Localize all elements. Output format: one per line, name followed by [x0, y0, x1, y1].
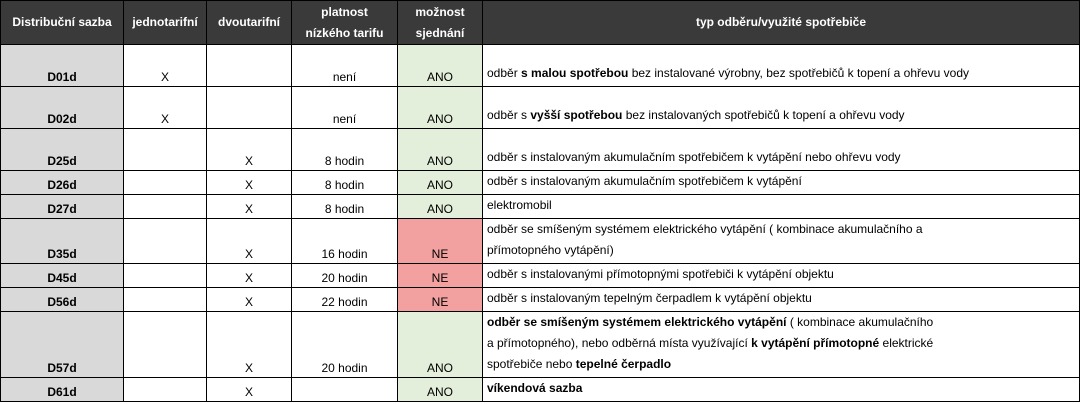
description-segment: odběr: [487, 66, 522, 80]
description-segment: bez instalovaných spotřebičů k topení a ohřevu vody: [622, 108, 905, 122]
table-row: [1, 87, 1080, 129]
header-option-text: možnost sjednání: [415, 4, 465, 40]
tariff-code: D27d: [1, 195, 124, 219]
single-tariff-mark: [124, 312, 207, 378]
low-tariff-hours: 16 hodin: [292, 219, 398, 264]
description-bold-segment: odběr se smíšeným systémem elektrického vytápění: [487, 315, 787, 329]
single-tariff-mark: [124, 195, 207, 219]
usage-description: [483, 378, 1080, 402]
option-status: ANO: [398, 312, 483, 378]
option-status: ANO: [398, 195, 483, 219]
table-row: [1, 378, 1080, 402]
dual-tariff-mark: X: [207, 195, 292, 219]
low-tariff-hours: 20 hodin: [292, 264, 398, 288]
dual-tariff-mark: X: [207, 171, 292, 195]
option-status: ANO: [398, 378, 483, 402]
dual-tariff-mark: X: [207, 312, 292, 378]
dual-tariff-mark: X: [207, 264, 292, 288]
usage-description: [483, 195, 1080, 219]
description-bold-segment: s malou spotřebou: [521, 66, 629, 80]
usage-description: [483, 45, 1080, 87]
description-segment: odběr s instalovaným akumulačním spotřebičem k vytápění: [487, 174, 802, 188]
tariff-code: D02d: [1, 87, 124, 129]
usage-description: [483, 219, 1080, 264]
low-tariff-hours: není: [292, 45, 398, 87]
description-segment: elektromobil: [487, 198, 552, 212]
table-row: [1, 312, 1080, 378]
low-tariff-hours: 20 hodin: [292, 312, 398, 378]
option-status: NE: [398, 288, 483, 312]
option-status: ANO: [398, 171, 483, 195]
tariff-code: D35d: [1, 219, 124, 264]
header-option: [398, 1, 483, 45]
description-segment: odběr s instalovaným tepelným čerpadlem k vytápění objektu: [487, 291, 812, 305]
tariff-code: D26d: [1, 171, 124, 195]
usage-description: [483, 87, 1080, 129]
header-usage-type: typ odběru/využité spotřebiče: [483, 1, 1080, 45]
dual-tariff-mark: [207, 87, 292, 129]
usage-description: [483, 171, 1080, 195]
description-segment: odběr s instalovanými přímotopnými spotřebiči k vytápění objektu: [487, 267, 834, 281]
description-bold-segment: vyšší spotřebou: [530, 108, 623, 122]
header-tariff: Distribuční sazba: [1, 1, 124, 45]
description-bold-segment: k vytápění přímotopné: [751, 336, 880, 350]
table-row: [1, 171, 1080, 195]
dual-tariff-mark: X: [207, 129, 292, 171]
tariff-code: D45d: [1, 264, 124, 288]
low-tariff-hours: 22 hodin: [292, 288, 398, 312]
usage-description: [483, 129, 1080, 171]
description-segment: a přímotopného), nebo odběrná místa využívající: [487, 336, 752, 350]
table-row: [1, 45, 1080, 87]
description-segment: spotřebiče nebo: [487, 357, 576, 371]
option-status: ANO: [398, 87, 483, 129]
tariff-code: D57d: [1, 312, 124, 378]
low-tariff-hours: [292, 378, 398, 402]
single-tariff-mark: X: [124, 87, 207, 129]
header-row: [1, 1, 1080, 45]
description-segment: elektrické: [879, 336, 934, 350]
option-status: ANO: [398, 45, 483, 87]
header-dual-tariff: dvoutarifní: [207, 1, 292, 45]
description-segment: odběr s: [487, 108, 531, 122]
table-row: [1, 129, 1080, 171]
header-low-tariff-text: platnost nízkého tarifu: [305, 4, 384, 40]
header-low-tariff-validity: [292, 1, 398, 45]
usage-description: [483, 312, 1080, 378]
single-tariff-mark: [124, 264, 207, 288]
dual-tariff-mark: X: [207, 378, 292, 402]
table-row: [1, 195, 1080, 219]
tariff-code: D61d: [1, 378, 124, 402]
low-tariff-hours: 8 hodin: [292, 195, 398, 219]
usage-description: [483, 264, 1080, 288]
tariff-code: D01d: [1, 45, 124, 87]
dual-tariff-mark: X: [207, 219, 292, 264]
table-row: [1, 288, 1080, 312]
option-status: ANO: [398, 129, 483, 171]
description-segment: bez instalované výrobny, bez spotřebičů k topení a ohřevu vody: [628, 66, 970, 80]
low-tariff-hours: 8 hodin: [292, 171, 398, 195]
tariff-code: D56d: [1, 288, 124, 312]
single-tariff-mark: [124, 288, 207, 312]
tariff-code: D25d: [1, 129, 124, 171]
dual-tariff-mark: [207, 45, 292, 87]
description-segment: odběr s instalovaným akumulačním spotřebičem k vytápění nebo ohřevu vody: [487, 150, 901, 164]
table-row: [1, 264, 1080, 288]
header-single-tariff: jednotarifní: [124, 1, 207, 45]
low-tariff-hours: není: [292, 87, 398, 129]
single-tariff-mark: [124, 171, 207, 195]
table-body: [1, 45, 1080, 402]
usage-description: [483, 288, 1080, 312]
option-status: NE: [398, 219, 483, 264]
option-status: NE: [398, 264, 483, 288]
description-segment: ( kombinace akumulačního: [786, 315, 934, 329]
single-tariff-mark: [124, 219, 207, 264]
description-segment: odběr se smíšeným systémem elektrického vytápění ( kombinace akumulačního a: [487, 222, 923, 236]
single-tariff-mark: [124, 129, 207, 171]
dual-tariff-mark: X: [207, 288, 292, 312]
description-segment: přímotopného vytápění): [487, 243, 614, 257]
low-tariff-hours: 8 hodin: [292, 129, 398, 171]
single-tariff-mark: X: [124, 45, 207, 87]
description-bold-segment: víkendová sazba: [487, 381, 583, 395]
table-row: [1, 219, 1080, 264]
description-bold-segment: tepelné čerpadlo: [575, 357, 672, 371]
single-tariff-mark: [124, 378, 207, 402]
